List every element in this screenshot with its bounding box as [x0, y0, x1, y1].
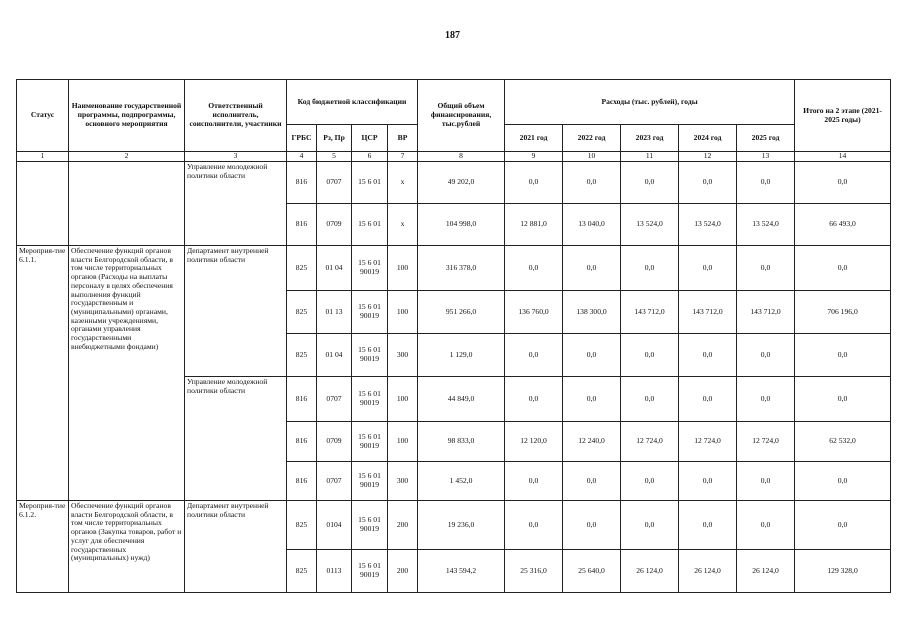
header-grbs: ГРБС [287, 125, 317, 152]
name-cell: Обеспечение функций органов власти Белгородской области, в том числе территориальных органов (Расходы на выплаты персоналу в целях обеспечения выполнения функций государственным и (муниципальными) органами, казенными учреждениями, органами управления государственными внебюджетными фондами) [69, 246, 185, 501]
csr-cell: 15 6 01 [352, 204, 388, 246]
status-cell: Мероприя-тие 6.1.2. [17, 501, 69, 593]
rz-cell: 01 04 [317, 246, 352, 291]
col-num: 11 [621, 152, 679, 162]
header-expenses: Расходы (тыс. рублей), годы [505, 80, 795, 125]
y2021-cell: 0,0 [505, 162, 563, 204]
rz-cell: 0104 [317, 501, 352, 550]
csr-cell: 15 6 01 90019 [352, 334, 388, 377]
table-row [17, 162, 891, 204]
stage-total-cell: 0,0 [795, 377, 891, 422]
rz-cell: 0707 [317, 462, 352, 501]
col-num: 9 [505, 152, 563, 162]
y2022-cell: 25 640,0 [563, 550, 621, 593]
rz-cell: 0707 [317, 377, 352, 422]
header-2022: 2022 год [563, 125, 621, 152]
y2023-cell: 26 124,0 [621, 550, 679, 593]
y2021-cell: 12 120,0 [505, 422, 563, 462]
y2024-cell: 0,0 [679, 246, 737, 291]
col-num: 2 [69, 152, 185, 162]
header-vr: ВР [388, 125, 418, 152]
table-row [17, 246, 891, 291]
y2025-cell: 12 724,0 [737, 422, 795, 462]
responsible-cell: Департамент внутренней политики области [185, 501, 287, 593]
y2024-cell: 0,0 [679, 501, 737, 550]
grbs-cell: 825 [287, 550, 317, 593]
grbs-cell: 825 [287, 291, 317, 334]
y2023-cell: 0,0 [621, 246, 679, 291]
stage-total-cell: 0,0 [795, 501, 891, 550]
csr-cell: 15 6 01 90019 [352, 377, 388, 422]
col-num: 4 [287, 152, 317, 162]
y2021-cell: 0,0 [505, 462, 563, 501]
y2022-cell: 138 300,0 [563, 291, 621, 334]
header-name: Наименование государственной программы, подпрограммы, основного мероприятия [69, 80, 185, 152]
y2025-cell: 0,0 [737, 377, 795, 422]
y2023-cell: 12 724,0 [621, 422, 679, 462]
grbs-cell: 816 [287, 204, 317, 246]
y2025-cell: 143 712,0 [737, 291, 795, 334]
csr-cell: 15 6 01 90019 [352, 501, 388, 550]
grbs-cell: 825 [287, 501, 317, 550]
y2023-cell: 0,0 [621, 462, 679, 501]
total-cell: 98 833,0 [418, 422, 505, 462]
y2024-cell: 143 712,0 [679, 291, 737, 334]
stage-total-cell: 0,0 [795, 162, 891, 204]
y2021-cell: 0,0 [505, 377, 563, 422]
y2021-cell: 12 881,0 [505, 204, 563, 246]
stage-total-cell: 62 532,0 [795, 422, 891, 462]
stage-total-cell: 0,0 [795, 462, 891, 501]
total-cell: 49 202,0 [418, 162, 505, 204]
header-csr: ЦСР [352, 125, 388, 152]
rz-cell: 0709 [317, 204, 352, 246]
col-num: 3 [185, 152, 287, 162]
y2024-cell: 26 124,0 [679, 550, 737, 593]
vr-cell: 300 [388, 334, 418, 377]
vr-cell: 300 [388, 462, 418, 501]
page-number: 187 [445, 30, 460, 41]
y2022-cell: 0,0 [563, 377, 621, 422]
y2024-cell: 0,0 [679, 377, 737, 422]
rz-cell: 0113 [317, 550, 352, 593]
y2025-cell: 0,0 [737, 334, 795, 377]
y2025-cell: 0,0 [737, 162, 795, 204]
y2021-cell: 0,0 [505, 246, 563, 291]
stage-total-cell: 66 493,0 [795, 204, 891, 246]
y2021-cell: 0,0 [505, 501, 563, 550]
csr-cell: 15 6 01 90019 [352, 462, 388, 501]
y2021-cell: 25 316,0 [505, 550, 563, 593]
y2023-cell: 0,0 [621, 377, 679, 422]
vr-cell: 100 [388, 377, 418, 422]
vr-cell: x [388, 204, 418, 246]
y2022-cell: 0,0 [563, 162, 621, 204]
stage-total-cell: 706 196,0 [795, 291, 891, 334]
header-budget-code: Код бюджетной классификации [287, 80, 418, 125]
col-num: 7 [388, 152, 418, 162]
y2024-cell: 0,0 [679, 334, 737, 377]
vr-cell: 200 [388, 501, 418, 550]
column-number-row [17, 152, 891, 162]
name-cell [69, 162, 185, 246]
vr-cell: 100 [388, 246, 418, 291]
header-2024: 2024 год [679, 125, 737, 152]
stage-total-cell: 0,0 [795, 334, 891, 377]
header-2025: 2025 год [737, 125, 795, 152]
col-num: 1 [17, 152, 69, 162]
grbs-cell: 816 [287, 462, 317, 501]
vr-cell: 200 [388, 550, 418, 593]
y2024-cell: 0,0 [679, 162, 737, 204]
csr-cell: 15 6 01 90019 [352, 291, 388, 334]
y2022-cell: 0,0 [563, 334, 621, 377]
y2025-cell: 0,0 [737, 501, 795, 550]
table-row [17, 501, 891, 550]
stage-total-cell: 0,0 [795, 246, 891, 291]
y2024-cell: 13 524,0 [679, 204, 737, 246]
rz-cell: 01 13 [317, 291, 352, 334]
total-cell: 316 378,0 [418, 246, 505, 291]
col-num: 5 [317, 152, 352, 162]
y2022-cell: 0,0 [563, 246, 621, 291]
y2023-cell: 0,0 [621, 501, 679, 550]
budget-table [16, 79, 891, 593]
header-rz: Рз, Пр [317, 125, 352, 152]
total-cell: 951 266,0 [418, 291, 505, 334]
y2025-cell: 13 524,0 [737, 204, 795, 246]
y2022-cell: 0,0 [563, 501, 621, 550]
y2023-cell: 143 712,0 [621, 291, 679, 334]
header-status: Статус [17, 80, 69, 152]
grbs-cell: 825 [287, 334, 317, 377]
responsible-cell: Управление молодежной политики области [185, 162, 287, 246]
total-cell: 1 452,0 [418, 462, 505, 501]
csr-cell: 15 6 01 90019 [352, 422, 388, 462]
csr-cell: 15 6 01 90019 [352, 550, 388, 593]
y2025-cell: 0,0 [737, 462, 795, 501]
y2023-cell: 0,0 [621, 334, 679, 377]
col-num: 13 [737, 152, 795, 162]
total-cell: 143 594,2 [418, 550, 505, 593]
grbs-cell: 816 [287, 162, 317, 204]
y2021-cell: 136 760,0 [505, 291, 563, 334]
header-2021: 2021 год [505, 125, 563, 152]
vr-cell: 100 [388, 422, 418, 462]
vr-cell: 100 [388, 291, 418, 334]
col-num: 8 [418, 152, 505, 162]
col-num: 6 [352, 152, 388, 162]
grbs-cell: 816 [287, 422, 317, 462]
status-cell [17, 162, 69, 246]
y2023-cell: 13 524,0 [621, 204, 679, 246]
y2024-cell: 0,0 [679, 462, 737, 501]
header-stage-total: Итого на 2 этапе (2021-2025 годы) [795, 80, 891, 152]
total-cell: 104 998,0 [418, 204, 505, 246]
col-num: 10 [563, 152, 621, 162]
col-num: 14 [795, 152, 891, 162]
y2025-cell: 0,0 [737, 246, 795, 291]
rz-cell: 01 04 [317, 334, 352, 377]
responsible-cell: Управление молодежной политики области [185, 377, 287, 501]
total-cell: 44 849,0 [418, 377, 505, 422]
total-cell: 19 236,0 [418, 501, 505, 550]
header-2023: 2023 год [621, 125, 679, 152]
name-cell: Обеспечение функций органов власти Белгородской области, в том числе территориальных органов (Закупка товаров, работ и услуг для обеспечения государственных (муниципальных) нужд) [69, 501, 185, 593]
total-cell: 1 129,0 [418, 334, 505, 377]
y2023-cell: 0,0 [621, 162, 679, 204]
grbs-cell: 816 [287, 377, 317, 422]
vr-cell: x [388, 162, 418, 204]
col-num: 12 [679, 152, 737, 162]
y2024-cell: 12 724,0 [679, 422, 737, 462]
y2025-cell: 26 124,0 [737, 550, 795, 593]
y2021-cell: 0,0 [505, 334, 563, 377]
csr-cell: 15 6 01 [352, 162, 388, 204]
responsible-cell: Департамент внутренней политики области [185, 246, 287, 377]
y2022-cell: 13 040,0 [563, 204, 621, 246]
y2022-cell: 12 240,0 [563, 422, 621, 462]
rz-cell: 0707 [317, 162, 352, 204]
header-total: Общий объем финансирования, тыс.рублей [418, 80, 505, 152]
stage-total-cell: 129 328,0 [795, 550, 891, 593]
y2022-cell: 0,0 [563, 462, 621, 501]
csr-cell: 15 6 01 90019 [352, 246, 388, 291]
status-cell: Мероприя-тие 6.1.1. [17, 246, 69, 501]
grbs-cell: 825 [287, 246, 317, 291]
rz-cell: 0709 [317, 422, 352, 462]
header-responsible: Ответственный исполнитель, соисполнители, участники [185, 80, 287, 152]
